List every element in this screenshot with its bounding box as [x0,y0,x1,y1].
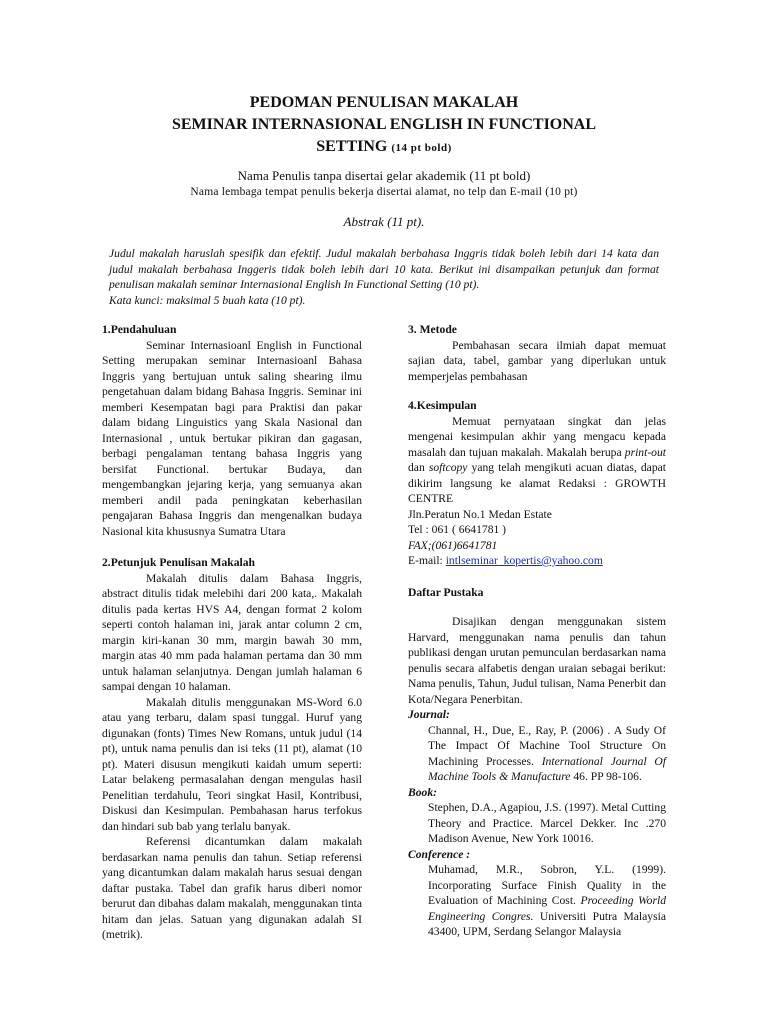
book-reference: Stephen, D.A., Agapiou, J.S. (1997). Metal Cutting Theory and Practice. Marcel Dekker. Inc .270 Madison Avenue, New York 10016. [428,801,666,845]
email-line [408,553,666,569]
conf-ref-location: Universiti Putra Malaysia 43400, UPM, Serdang Selangor Malaysia [428,909,666,938]
softcopy-term: softcopy [428,461,468,474]
conf-ref-text: Muhamad, M.R., Sobron, Y.L. (1999). Incorporating Surface Finish Quality in the Evaluation of Machining Cost. [428,863,666,907]
journal-label: Journal: [408,708,450,721]
section-2-paragraph-3: Referensi dicantumkan dalam makalah berdasarkan nama penulis dan tahun. Setiap referensi yang dicantumkan dalam makalah harus sesuai dengan daftar pustaka. Tabel dan grafik harus diberi nomor berurut dan dibahas dalam makalah, menggunakan tinta hitam dan jelas. Satuan yang digunakan adalah SI (metrik). [102,835,362,941]
daftar-pustaka-heading: Daftar Pustaka [408,585,484,599]
journal-ref-text: Channal, H., Due, E., Ray, P. (2006) . A Sudy Of The Impact Of Machine Tool Structure On Machining Processes. [428,723,666,768]
title-size-note: (14 pt bold) [391,142,452,154]
address-line: Jln.Peratun No.1 Medan Estate [408,507,552,521]
section-1-text: Seminar Internasioanl English in Functional Setting merupakan seminar Internasioanl Bahasa Inggris yang bertujuan untuk saling shearing ilmu pengetahuan dalam bidang Bahasa Inggris. Seminar ini memberi Kesempatan bagi para Praktisi dan pakar dalam bidang Linguistics yang Skala Nasional dan Internasional , untuk bertukar pikiran dan gagasan, berbagi pengalaman tentang bahasa Inggris yang bersifat Functional. bertukar Budaya, dan mengembangkan jejaring kerja, yang semuanya akan memberi andil pada peningkatan keberhasilan pengajaran Bahasa Inggris dan mengenalkan budaya Nasional kita khususnya Sumatra Utara [102,338,362,538]
section-4-heading: 4.Kesimpulan [408,399,477,412]
title-line-1: PEDOMAN PENULISAN MAKALAH [249,94,519,111]
section-3-text: Pembahasan secara ilmiah dapat memuat sajian data, tabel, gambar yang diperlukan untuk memperjelas pembahasan [408,338,666,383]
section-1-heading: 1.Pendahuluan [102,323,177,336]
title-line-2: SEMINAR INTERNASIONAL ENGLISH IN FUNCTIONAL [171,116,597,133]
section-2-paragraph-2: Makalah ditulis menggunakan MS-Word 6.0 atau yang terbaru, dalam spasi tunggal. Huruf yang digunakan (fonts) Times New Romans, untuk judul (14 pt), untuk nama penulis dan isi teks (11 pt), alamat (10 pt). Materi disusun mengikuti kaidah umum seperti: Latar belakeng permasalahan dengan mengulas hasil Penelitian terdahulu, Teori singkat Hasil, Kontribusi, Diskusi dan Kesimpulan. Pembahasan harus terfokus dan hindari sub bab yang terlalu banyak. [102,695,362,833]
journal-ref-pages: 46. PP 98-106. [573,770,642,783]
section-2-paragraph-1: Makalah ditulis dalam Bahasa Inggris, abstract ditulis tidak melebihi dari 200 kata,. Makalah ditulis pada kertas HVS A4, dengan format 2 kolom seperti contoh halaman ini, jarak antar column 2 cm, margin kiri-kanan 30 mm, margin bawah 30 mm, margin atas 40 mm pada halaman pertama dan 30 mm untuk halaman selanjutnya. Dengan jumlah halaman 6 sampai dengan 10 halaman. [102,571,362,693]
abstract-heading: Abstrak (11 pt). [343,214,425,229]
tel-line: Tel : 061 ( 6641781 ) [408,523,507,536]
section-2-heading: 2.Petunjuk Penulisan Makalah [102,556,256,569]
print-out-term: print-out [624,445,666,459]
section-4-text-a: Memuat pernyataan singkat dan jelas mengenai kesimpulan akhir yang mengacu kepada masalah dan tujuan makalah. Makalah berupa [408,414,666,459]
email-link[interactable]: intlseminar_kopertis@yahoo.com [445,554,603,567]
institution-line: Nama lembaga tempat penulis bekerja disertai alamat, no telp dan E-mail (10 pt) [190,186,578,198]
journal-reference [428,723,666,785]
journal-name: International Journal Of Machine Tools & Manufacture [428,754,666,783]
title-line-3-text: SETTING [316,138,388,155]
conference-label: Conference : [408,847,471,861]
abstract-block [109,246,659,308]
section-4-text [408,414,666,507]
section-4-text-b: yang telah mengikuti acuan diatas, dapat dikirim langsung ke alamat Redaksi : GROWTH CENTRE [408,461,666,505]
right-column [408,322,666,940]
author-line: Nama Penulis tanpa disertai gelar akademik (11 pt bold) [237,168,531,183]
daftar-pustaka-intro: Disajikan dengan menggunakan sistem Harvard, menggunakan nama penulis dan tahun publikasi dengan urutan pemunculan berdasarkan nama penulis secara alfabetis dengan uraian sebagai berikut: Nama penulis, Tahun, Judul tulisan, Nama Penerbit dan Kota/Negara Penerbitan. [408,615,666,706]
section-4-dan: dan [408,461,425,474]
left-column [102,322,362,943]
conf-proceeding-name: Proceeding World Engineering Congres. [428,894,666,923]
email-label: E-mail: [408,554,443,567]
fax-line: FAX;(061)6641781 [408,538,498,552]
keywords: Kata kunci: maksimal 5 buah kata (10 pt). [109,293,306,307]
book-label: Book: [408,785,437,799]
abstract-text: Judul makalah haruslah spesifik dan efektif. Judul makalah berbahasa Inggris tidak boleh lebih dari 14 kata dan judul makalah berbahasa Inggeris tidak boleh lebih dari 10 kata. Berikut ini disampaikan petunjuk dan format penulisan makalah seminar Internasional English In Functional Setting (10 pt). [109,247,659,291]
paper-title [60,92,708,159]
section-3-heading: 3. Metode [408,323,457,336]
conference-reference [428,862,666,940]
title-line-3 [60,136,708,159]
